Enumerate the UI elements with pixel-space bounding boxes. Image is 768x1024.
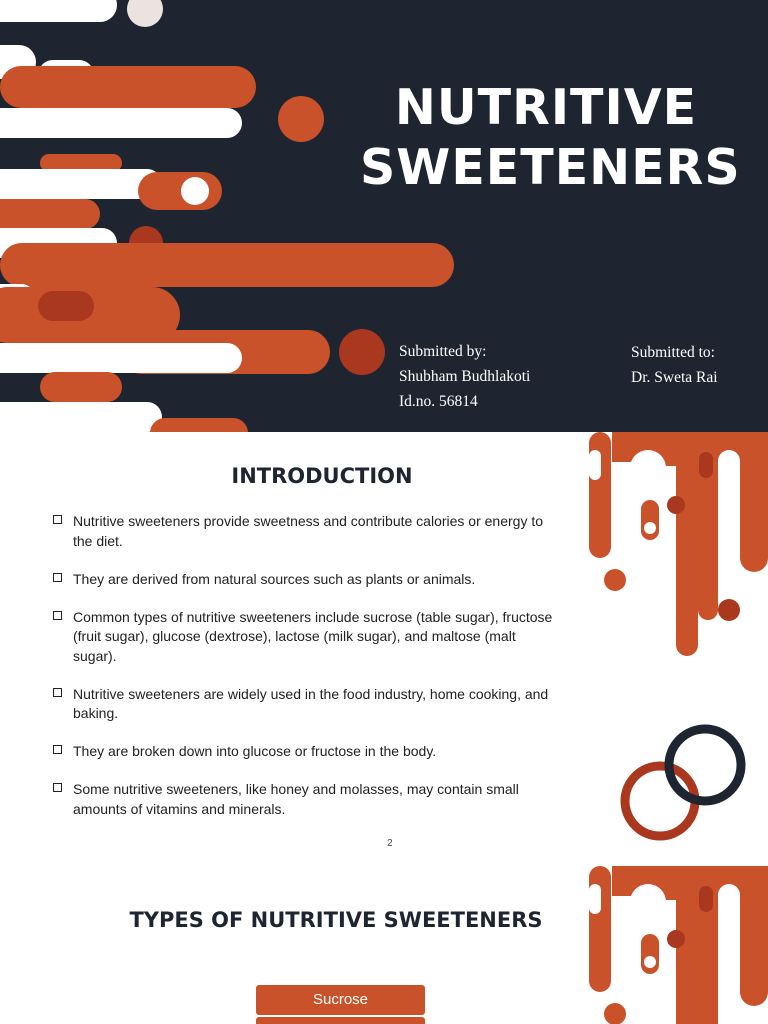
submitted-to-name: Dr. Sweta Rai (631, 369, 718, 386)
presentation-title (360, 78, 741, 198)
sweetener-item-next (256, 1017, 425, 1024)
list-item (52, 685, 562, 724)
checkbox-bullet-icon (53, 745, 62, 754)
list-item (52, 742, 562, 762)
submitted-to-block (631, 340, 718, 390)
bullet-text: Some nutritive sweeteners, like honey and molasses, may contain small amounts of vitamins and minerals. (73, 781, 519, 817)
list-item (52, 570, 562, 590)
submitted-to-label: Submitted to: (631, 344, 715, 361)
page-number: 2 (387, 838, 393, 849)
bullet-text: They are derived from natural sources such as plants or animals. (73, 570, 476, 587)
types-heading: TYPES OF NUTRITIVE SWEETENERS (129, 908, 543, 932)
submitted-by-name: Shubham Budhlakoti (399, 368, 531, 385)
list-item (52, 512, 562, 551)
sweetener-item-sucrose: Sucrose (256, 985, 425, 1015)
bullet-text: Common types of nutritive sweeteners include sucrose (table sugar), fructose (fruit sugar), glucose (dextrose), lactose (milk sugar), and maltose (malt sugar). (73, 608, 553, 664)
checkbox-bullet-icon (53, 515, 62, 524)
checkbox-bullet-icon (53, 688, 62, 697)
submitted-by-label: Submitted by: (399, 343, 487, 360)
submitted-by-id: Id.no. 56814 (399, 393, 478, 410)
list-item (52, 780, 562, 819)
submitted-by-block (399, 339, 530, 414)
list-item (52, 608, 562, 667)
title-line-2: SWEETENERS (360, 139, 741, 196)
introduction-heading: INTRODUCTION (231, 464, 413, 488)
introduction-bullet-list (52, 512, 562, 838)
checkbox-bullet-icon (53, 573, 62, 582)
bullet-text: They are broken down into glucose or fructose in the body. (73, 743, 437, 759)
title-line-1: NUTRITIVE (394, 79, 698, 136)
types-slide (0, 866, 768, 1024)
title-slide (0, 0, 768, 432)
bullet-text: Nutritive sweeteners are widely used in the food industry, home cooking, and baking. (73, 685, 549, 721)
introduction-slide (0, 432, 768, 866)
checkbox-bullet-icon (53, 611, 62, 620)
checkbox-bullet-icon (53, 783, 62, 792)
bullet-text: Nutritive sweeteners provide sweetness and contribute calories or energy to the diet. (73, 513, 544, 549)
